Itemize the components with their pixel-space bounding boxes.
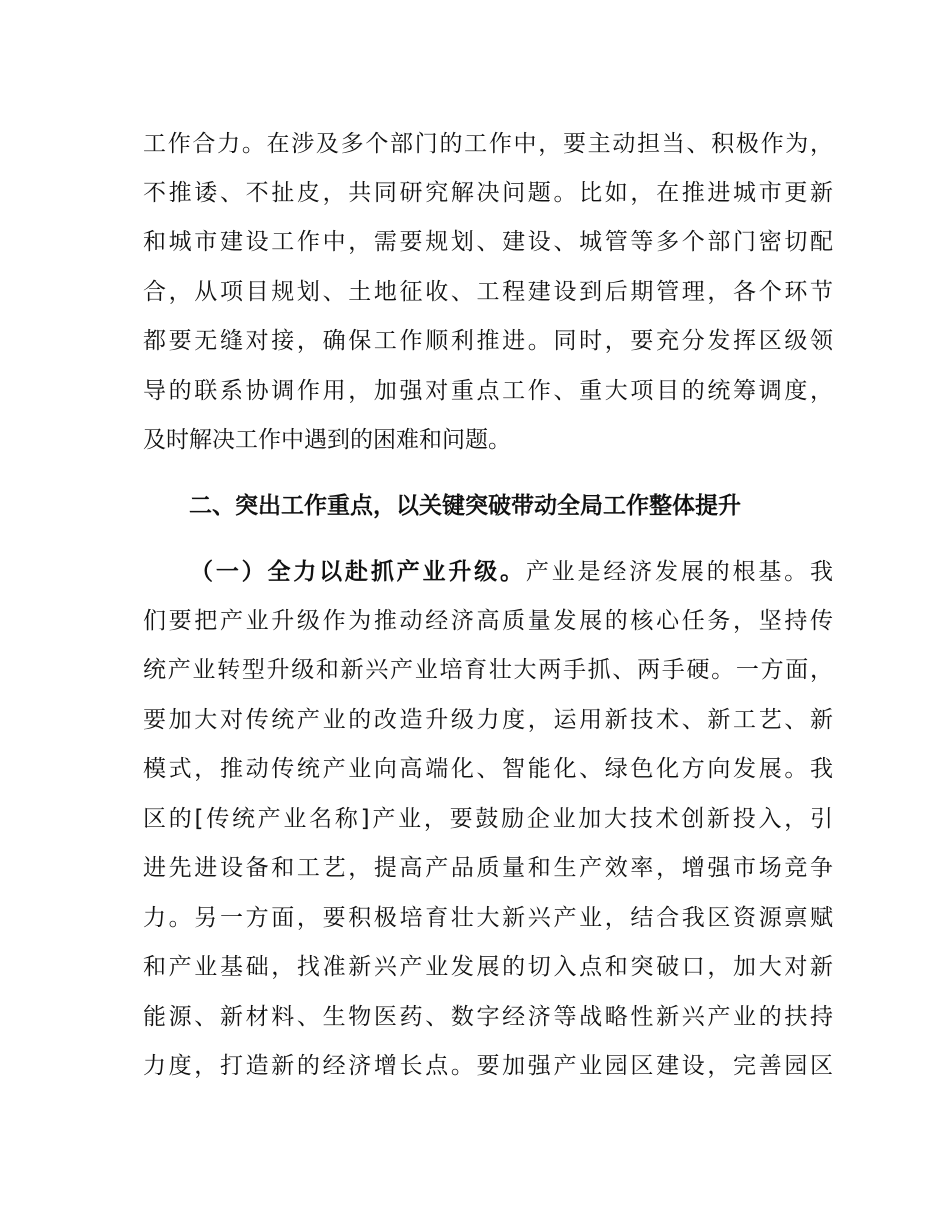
paragraph-line: 都要无缝对接，确保工作顺利推进。同时，要充分发挥区级领: [143, 328, 833, 354]
paragraph-line: 区的[传统产业名称]产业，要鼓励企业加大技术创新投入，引: [143, 806, 833, 832]
subsection-text: 产业是经济发展的根基。我: [525, 559, 834, 585]
paragraph-line: 统产业转型升级和新兴产业培育壮大两手抓、两手硬。一方面，: [143, 657, 833, 683]
paragraph-line: 模式，推动传统产业向高端化、智能化、绿色化方向发展。我: [143, 756, 833, 782]
paragraph-line: 不推诿、不扯皮，共同研究解决问题。比如，在推进城市更新: [143, 180, 833, 206]
paragraph-line: 导的联系协调作用，加强对重点工作、重大项目的统筹调度，: [143, 378, 833, 404]
paragraph-line: 进先进设备和工艺，提高产品质量和生产效率，增强市场竞争: [143, 855, 833, 881]
paragraph-line: 能源、新材料、生物医药、数字经济等战略性新兴产业的扶持: [143, 1004, 833, 1030]
paragraph-line: 力度，打造新的经济增长点。要加强产业园区建设，完善园区: [143, 1053, 833, 1079]
paragraph-line: 力。另一方面，要积极培育壮大新兴产业，结合我区资源禀赋: [143, 905, 833, 931]
paragraph-line: 及时解决工作中遇到的困难和问题。: [143, 427, 511, 453]
subsection-first-line: [190, 557, 833, 587]
paragraph-line: 合，从项目规划、土地征收、工程建设到后期管理，各个环节: [143, 279, 833, 305]
subsection-title: （一）全力以赴抓产业升级。: [190, 559, 526, 585]
paragraph-line: 要加大对传统产业的改造升级力度，运用新技术、新工艺、新: [143, 707, 833, 733]
paragraph-line: 们要把产业升级作为推动经济高质量发展的核心任务，坚持传: [143, 608, 833, 634]
paragraph-line: 工作合力。在涉及多个部门的工作中，要主动担当、积极作为，: [143, 131, 833, 157]
paragraph-line: 和城市建设工作中，需要规划、建设、城管等多个部门密切配: [143, 229, 833, 255]
paragraph-line: 和产业基础，找准新兴产业发展的切入点和突破口，加大对新: [143, 954, 833, 980]
section-heading: 二、突出工作重点，以关键突破带动全局工作整体提升: [189, 493, 741, 519]
